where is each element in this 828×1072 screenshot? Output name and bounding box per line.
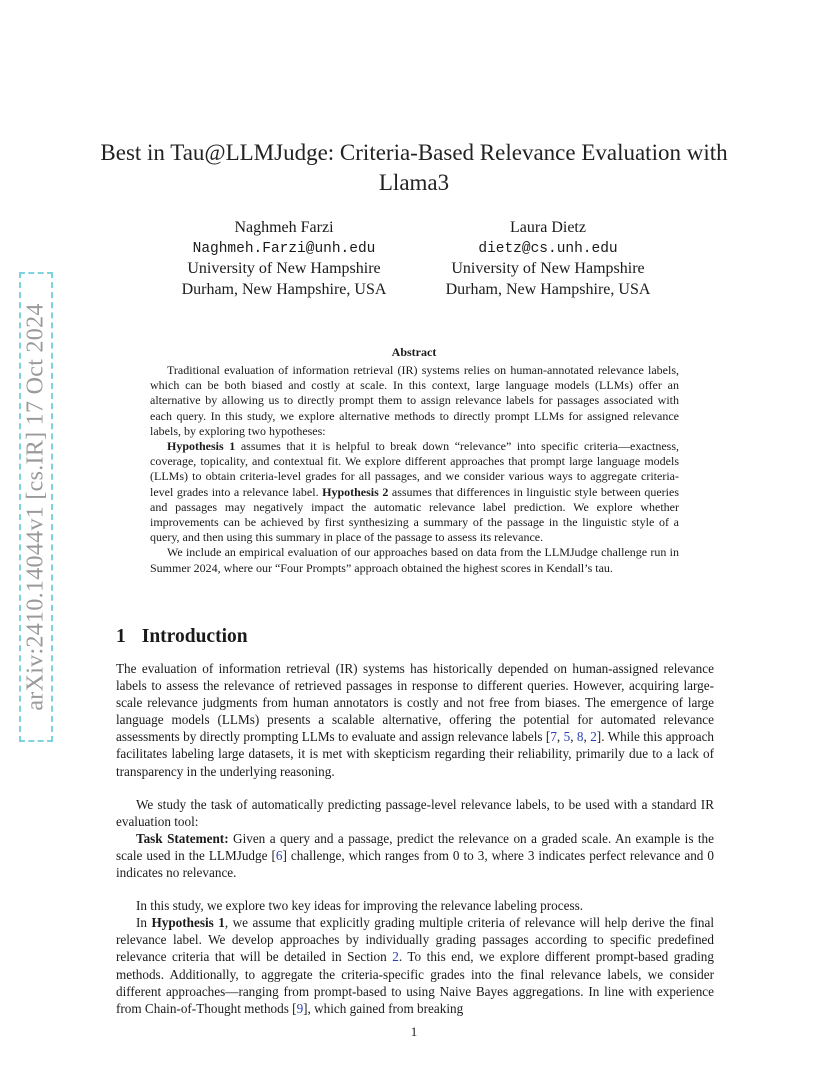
abstract-text — [150, 363, 679, 576]
section-reference-link[interactable]: 2 — [392, 949, 399, 965]
arxiv-identifier-stamp — [19, 272, 53, 742]
paper-title: Best in Tau@LLMJudge: Criteria-Based Relevance Evaluation with Llama3 — [100, 140, 728, 195]
body-paragraph: Task Statement: Given a query and a passage, predict the relevance on a graded scale. An example is the scale used in the LLMJudge [6] challenge, which ranges from 0 to 3, where 3 indicates perfect relevance and 0 indicates no relevance. — [116, 830, 714, 881]
author-name: Naghmeh Farzi — [234, 219, 334, 236]
abstract-paragraph: We include an empirical evaluation of our approaches based on data from the LLMJudge challenge run in Summer 2024, where our “Four Prompts” approach obtained the highest scores in Kendall’s tau. — [150, 545, 679, 575]
abstract-paragraph: Traditional evaluation of information retrieval (IR) systems relies on human-annotated relevance labels, which can be both biased and costly at scale. In this context, large language models (LLMs) offer an alternative by allowing us to directly prompt them to assign relevance labels for passages associated with each query. In this study, we explore alternative methods to directly prompt LLMs for assigned relevance labels, by exploring two hypotheses: — [150, 363, 679, 438]
citation-link[interactable]: 8 — [576, 729, 584, 745]
citation-link[interactable]: 2 — [590, 729, 597, 745]
task-statement-label: Task Statement: — [136, 830, 229, 846]
citation-link[interactable]: 9 — [296, 1000, 304, 1016]
author-email[interactable]: dietz@cs.unh.edu — [478, 240, 618, 257]
body-paragraph: The evaluation of information retrieval (IR) systems has historically depended on human-assigned relevance labels to assess the relevance of retrieved passages in response to different queries. However, acquiring large-scale relevance judgments from human annotators is costly and not free from biases. The emergence of large language models (LLMs) presents a scalable alternative, offering the potential for automated relevance assessments by directly prompting LLMs to evaluate and assign relevance labels [7, 5, 8, 2]. While this approach facilitates labeling large datasets, it is met with skepticism regarding their reliability, primarily due to a lack of transparency in the underlying reasoning. — [116, 661, 715, 779]
body-paragraph: In Hypothesis 1, we assume that explicitly grading multiple criteria of relevance will help derive the final relevance label. We develop approaches by individually grading passages according to specific predefined relevance criteria that will be detailed in Section 2. To this end, we explore different prompt-based grading methods. Additionally, to aggregate the criteria-specific grades into the final relevance labels, we consider different approaches—ranging from prompt-based to using Naive Bayes aggregations. In line with experience from Chain-of-Thought methods [9], which gained from breaking — [116, 915, 714, 1016]
abstract-heading: Abstract — [391, 345, 437, 359]
body-paragraph: In this study, we explore two key ideas for improving the relevance labeling process. — [136, 898, 584, 914]
author-block-2 — [428, 218, 668, 300]
author-affiliation: University of New Hampshire — [451, 260, 645, 277]
author-location: Durham, New Hampshire, USA — [181, 280, 387, 298]
author-block-1 — [164, 218, 404, 300]
section-number: 1 — [116, 626, 126, 647]
citation-link[interactable]: 6 — [275, 847, 283, 863]
citation-link[interactable]: 5 — [563, 729, 571, 745]
citation-link[interactable]: 7 — [550, 729, 557, 745]
author-location: Durham, New Hampshire, USA — [445, 280, 651, 298]
abstract-paragraph: Hypothesis 1 assumes that it is helpful to break down “relevance” into specific criteria—exactness, coverage, topicality, and contextual fit. We explore different approaches that prompt large language models (LLMs) to obtain criteria-level grades for all passages, and we consider various ways to aggregate criteria-level grades into a relevance label. Hypothesis 2 assumes that differences in linguistic style between queries and passages may negatively impact the automatic relevance label prediction. We explore whether improvements can be achieved by first synthesizing a summary of the passage in the linguistic style of a query, and then using this summary in place of the passage to assess its relevance. — [150, 439, 679, 545]
body-paragraph: We study the task of automatically predicting passage-level relevance labels, to be used with a standard IR evaluation tool: — [116, 796, 714, 829]
page-number: 1 — [410, 1024, 418, 1039]
arxiv-identifier: arXiv:2410.14044v1 [cs.IR] 17 Oct 2024 — [22, 303, 49, 711]
section-title: Introduction — [141, 626, 248, 647]
author-email[interactable]: Naghmeh.Farzi@unh.edu — [192, 240, 376, 257]
body-text — [116, 660, 714, 1017]
author-affiliation: University of New Hampshire — [187, 260, 381, 277]
hypothesis-1-label: Hypothesis 1 — [167, 439, 236, 454]
author-name: Laura Dietz — [510, 219, 586, 236]
section-heading — [116, 626, 248, 648]
hypothesis-2-label: Hypothesis 2 — [322, 484, 389, 499]
hypothesis-1-label: Hypothesis 1 — [151, 915, 225, 931]
